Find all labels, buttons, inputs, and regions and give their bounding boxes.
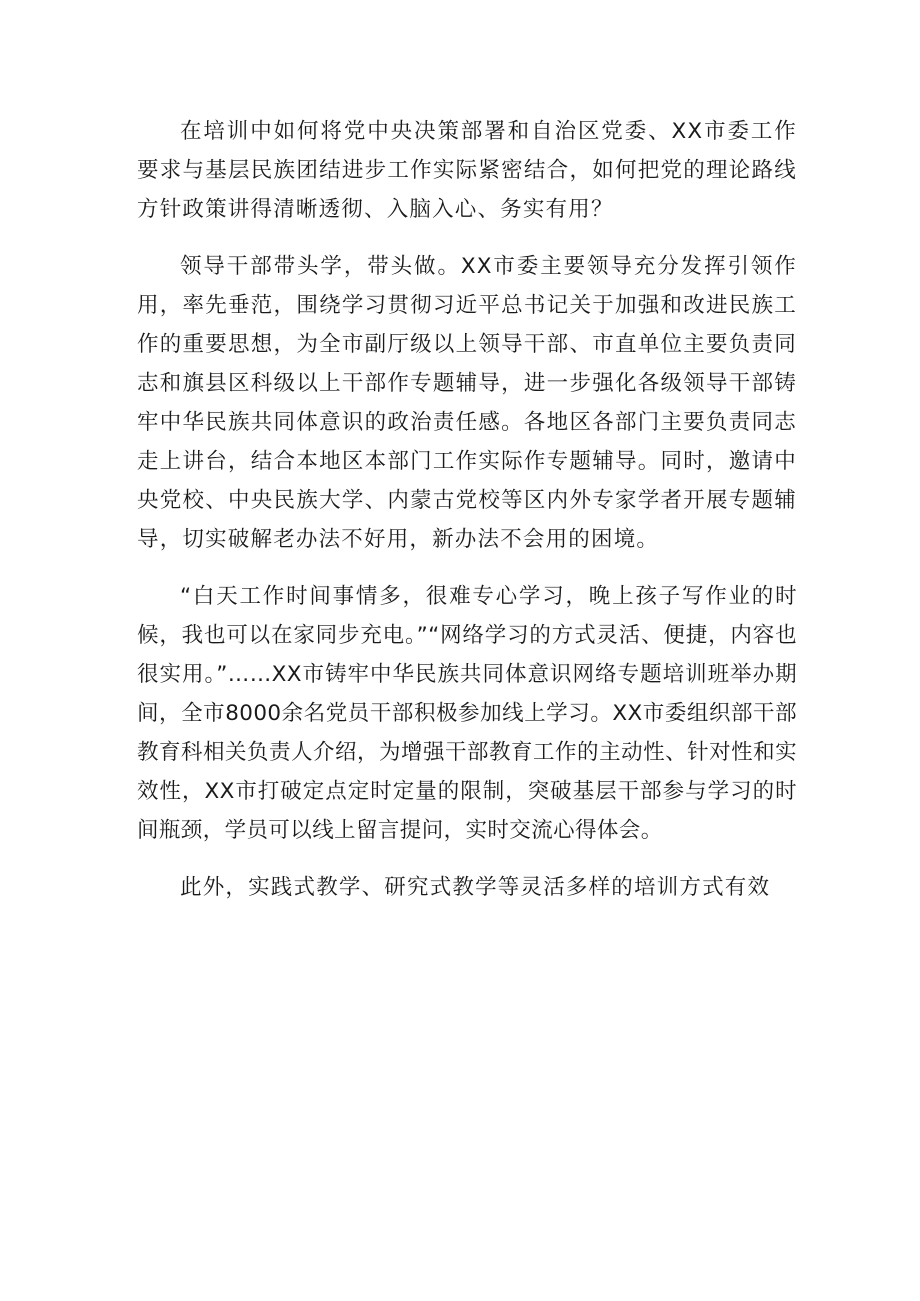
paragraph-1: 在培训中如何将党中央决策部署和自治区党委、XX市委工作要求与基层民族团结进步工作实际紧密结合，如何把党的理论路线方针政策讲得清晰透彻、入脑入心、务实有用？ — [137, 119, 797, 222]
document-body — [137, 112, 797, 925]
paragraph-3: “白天工作时间事情多，很难专心学习，晚上孩子写作业的时候，我也可以在家同步充电。”“网络学习的方式灵活、便捷，内容也很实用。”……XX市铸牢中华民族共同体意识网络专题培训班举办期间，全市8000余名党员干部积极参加线上学习。XX市委组织部干部教育科相关负责人介绍，为增强干部教育工作的主动性、针对性和实效性，XX市打破定点定时定量的限制，突破基层干部参与学习的时间瓶颈，学员可以线上留言提问，实时交流心得体会。 — [137, 584, 797, 843]
paragraph-4: 此外，实践式教学、研究式教学等灵活多样的培训方式有效 — [180, 875, 771, 900]
paragraph-2: 领导干部带头学，带头做。XX市委主要领导充分发挥引领作用，率先垂范，围绕学习贯彻习近平总书记关于加强和改进民族工作的重要思想，为全市副厅级以上领导干部、市直单位主要负责同志和旗县区科级以上干部作专题辅导，进一步强化各级领导干部铸牢中华民族共同体意识的政治责任感。各地区各部门主要负责同志走上讲台，结合本地区本部门工作实际作专题辅导。同时，邀请中央党校、中央民族大学、内蒙古党校等区内外专家学者开展专题辅导，切实破解老办法不好用，新办法不会用的困境。 — [137, 254, 797, 552]
